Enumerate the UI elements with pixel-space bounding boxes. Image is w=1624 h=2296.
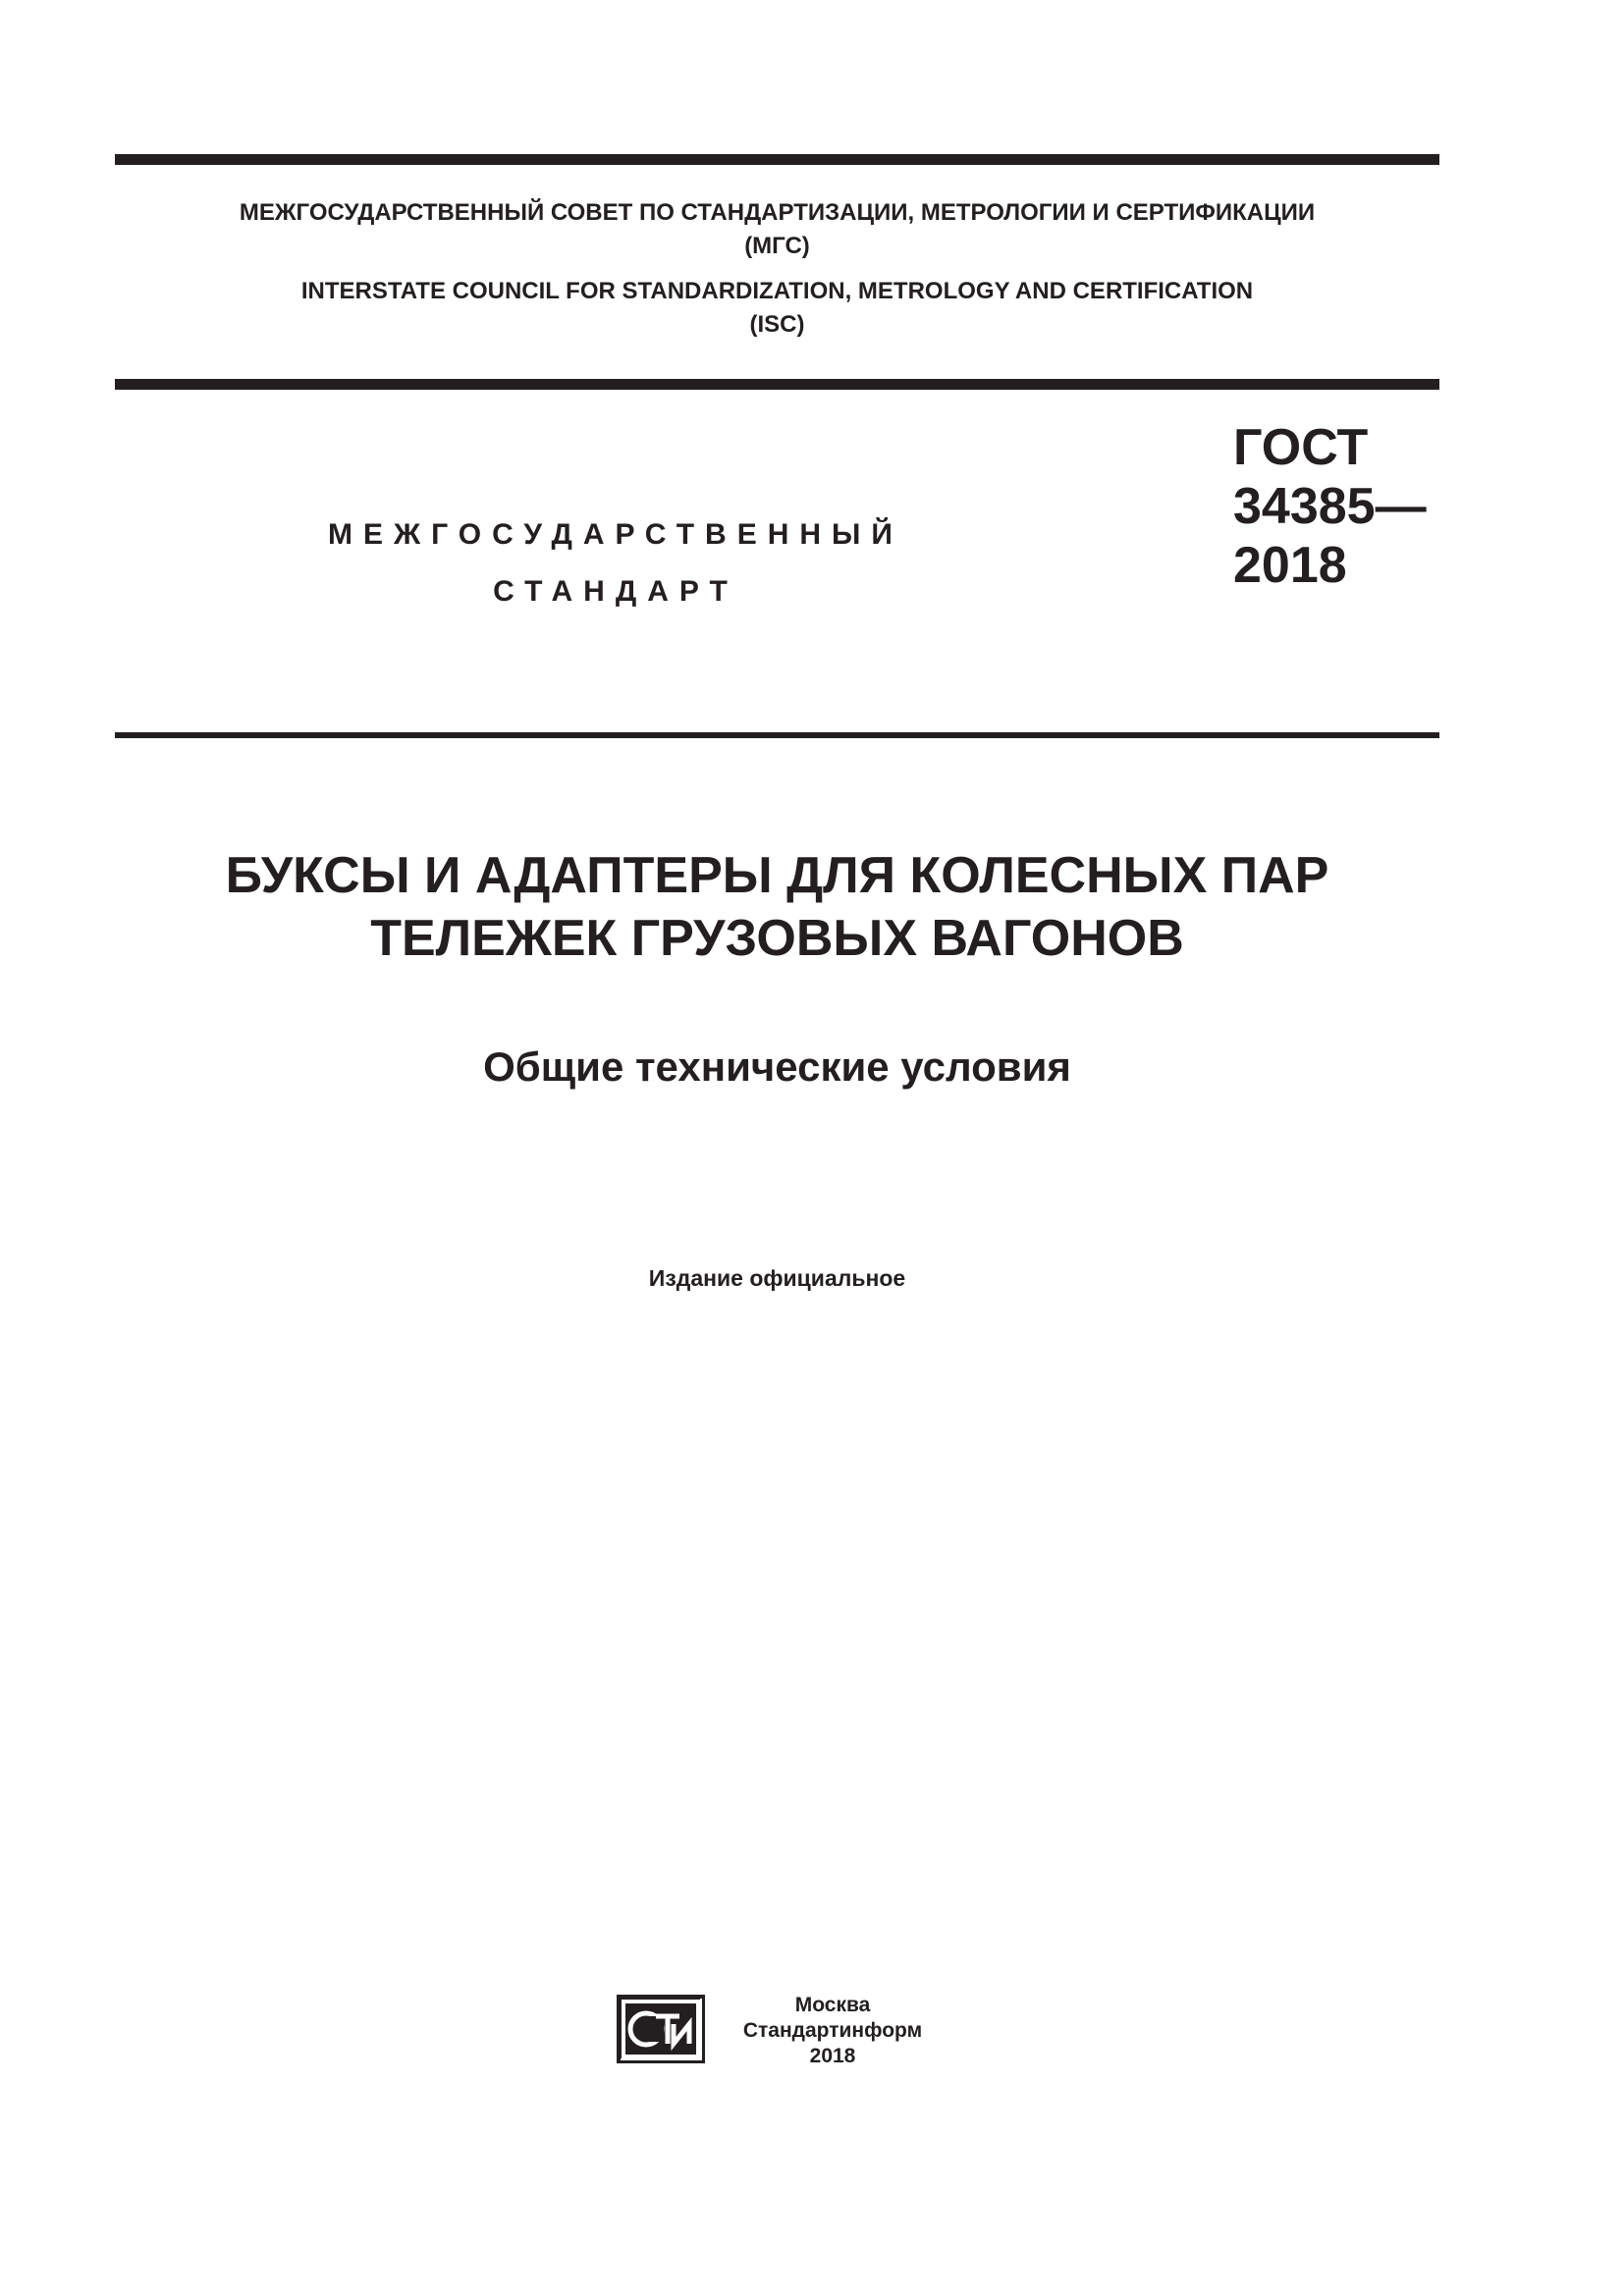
publisher-name: Стандартинформ [742,2019,923,2042]
council-en-block [115,275,1439,342]
publisher-imprint [725,1993,941,2069]
lower-rule [115,732,1439,738]
document-subtitle: Общие технические условия [483,1043,1071,1090]
title-line1: БУКСЫ И АДАПТЕРЫ ДЛЯ КОЛЕСНЫХ ПАР [225,847,1329,904]
gost-year: 2018 [1233,537,1347,594]
gost-number: 34385— [1233,478,1427,535]
middle-rule [115,379,1439,390]
council-ru-abbr: (МГС) [744,233,810,259]
top-rule [115,154,1439,165]
edition-note: Издание официальное [648,1265,906,1291]
council-ru-name: МЕЖГОСУДАРСТВЕННЫЙ СОВЕТ ПО СТАНДАРТИЗАЦИИ, МЕТРОЛОГИИ И СЕРТИФИКАЦИИ [239,199,1316,226]
standard-type [115,507,1116,620]
document-title [115,844,1439,970]
publisher-city: Москва [794,1994,871,2016]
standard-type-line2: СТАНДАРТ [493,575,738,608]
standartinform-logo-icon [617,1995,705,2063]
gost-designation [1233,418,1427,595]
publisher-year: 2018 [809,2045,856,2067]
gost-label: ГОСТ [1233,419,1369,476]
standard-type-line1: МЕЖГОСУДАРСТВЕННЫЙ [328,518,903,551]
council-en-name: INTERSTATE COUNCIL FOR STANDARDIZATION, METROLOGY AND CERTIFICATION [300,278,1254,304]
title-line2: ТЕЛЕЖЕК ГРУЗОВЫХ ВАГОНОВ [370,910,1184,967]
council-ru-block [115,196,1439,263]
council-en-abbr: (ISC) [749,311,805,338]
